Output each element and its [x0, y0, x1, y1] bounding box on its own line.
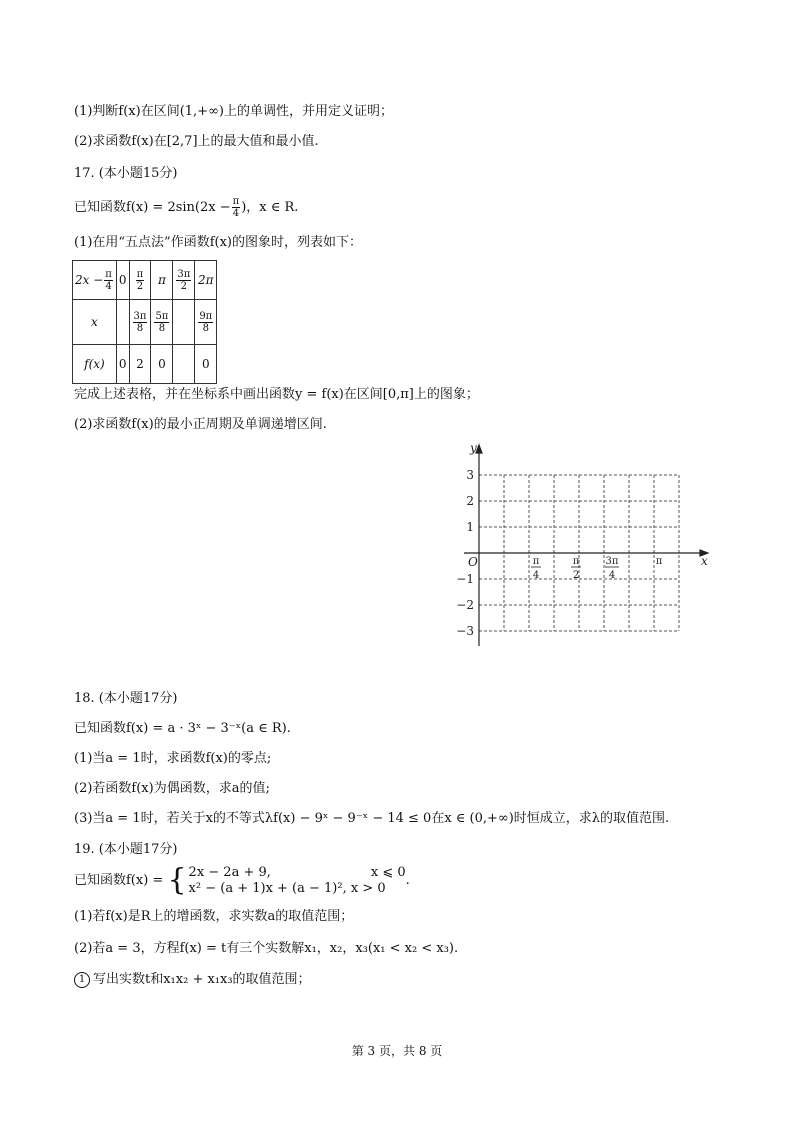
y-tick-label: 3	[466, 468, 474, 482]
x-tick-label-pi: π	[655, 556, 663, 567]
x-axis-label: x	[701, 554, 708, 568]
x-tick-label-den: 4	[532, 570, 540, 581]
table-row	[73, 261, 217, 300]
x-tick-label-num: π	[532, 556, 540, 567]
q19-header: 19. (本小题17分)	[74, 842, 178, 857]
table-cell	[173, 300, 195, 345]
q18-part2: (2)若函数f(x)为偶函数，求a的值;	[74, 781, 270, 796]
origin-label: O	[468, 555, 478, 569]
q17-part1: (1)在用“五点法”作函数f(x)的图象时，列表如下：	[74, 235, 362, 250]
q19-part2-sub1	[74, 971, 311, 989]
statement-end: .	[405, 873, 410, 888]
table-cell-label: 2x − $\frac{\pi}{4}$	[73, 261, 117, 300]
table-cell: π	[151, 261, 173, 300]
q19-statement	[74, 864, 410, 898]
circled-number: 1	[74, 972, 90, 988]
table-cell-label: f(x)	[73, 345, 117, 384]
q18-header: 18. (本小题17分)	[74, 691, 178, 706]
table-cell: 0	[116, 261, 129, 300]
table-cell: 2	[129, 345, 151, 384]
page-footer: 第 3 页，共 8 页	[351, 1044, 443, 1058]
q18-part1: (1)当a = 1时，求函数f(x)的零点;	[74, 751, 272, 766]
q18-part3: (3)当a = 1时，若关于x的不等式λf(x) − 9ˣ − 9⁻ˣ − 14 ≤ 0在x ∈ (0,+∞)时恒成立，求λ的取值范围.	[74, 811, 670, 826]
y-tick-label: −3	[456, 624, 474, 638]
table-cell: $\frac{3\pi}{8}$	[129, 300, 151, 345]
y-tick-label: −1	[456, 572, 474, 586]
five-point-table	[72, 260, 217, 384]
q18-statement: 已知函数f(x) = a · 3ˣ − 3⁻ˣ(a ∈ R).	[74, 721, 291, 736]
y-tick-label: 2	[466, 494, 474, 508]
piece-1-condition: x ⩽ 0	[370, 864, 406, 880]
table-cell: $\frac{3\pi}{2}$	[173, 261, 195, 300]
q17-header: 17. (本小题15分)	[74, 166, 178, 181]
q17-statement	[74, 196, 298, 219]
q16-part2: (2)求函数f(x)在[2,7]上的最大值和最小值.	[74, 134, 319, 149]
q16-part1: (1)判断f(x)在区间(1,+∞)上的单调性，并用定义证明；	[74, 104, 393, 119]
piece-2: x² − (a + 1)x + (a − 1)², x > 0	[188, 880, 386, 896]
q19-part1: (1)若f(x)是R上的增函数，求实数a的取值范围；	[74, 909, 354, 924]
table-cell: 0	[151, 345, 173, 384]
table-row	[73, 345, 217, 384]
x-tick-label-num: π	[572, 556, 580, 567]
x-tick-label-den: 2	[572, 570, 580, 581]
q19-part2: (2)若a = 3，方程f(x) = t有三个实数解x₁，x₂，x₃(x₁ < x₂ < x₃).	[74, 941, 459, 956]
piece-1: 2x − 2a + 9,	[188, 864, 271, 880]
y-axis-label: y	[470, 441, 477, 455]
q17-statement-b: )，x ∈ R.	[241, 200, 299, 215]
table-cell-label: x	[73, 300, 117, 345]
table-cell	[116, 300, 129, 345]
x-tick-label-den: 4	[608, 570, 616, 581]
coordinate-grid	[452, 440, 720, 650]
table-cell	[173, 345, 195, 384]
table-cell: 0	[116, 345, 129, 384]
table-cell: $\frac{\pi}{2}$	[129, 261, 151, 300]
q19-part2-sub1-text: 写出实数t和x₁x₂ + x₁x₃的取值范围；	[93, 972, 311, 987]
brace-symbol: {	[167, 862, 187, 898]
y-tick-label: −2	[456, 598, 474, 612]
q17-statement-a: 已知函数f(x) = 2sin(2x −	[74, 200, 231, 215]
table-cell: 0	[195, 345, 217, 384]
q17-after-table: 完成上述表格，并在坐标系中画出函数y = f(x)在区间[0,π]上的图象；	[74, 387, 479, 402]
fraction-pi-4: $\frac{\pi}{4}$	[232, 196, 240, 219]
y-tick-label: 1	[466, 520, 474, 534]
table-cell: $\frac{5\pi}{8}$	[151, 300, 173, 345]
table-row	[73, 300, 217, 345]
q17-part2: (2)求函数f(x)的最小正周期及单调递增区间.	[74, 417, 327, 432]
q19-statement-lead: 已知函数f(x) =	[74, 873, 164, 888]
piecewise-cases	[189, 865, 406, 897]
x-tick-label-num: 3π	[605, 556, 619, 567]
table-cell: $\frac{9\pi}{8}$	[195, 300, 217, 345]
table-cell: 2π	[195, 261, 217, 300]
